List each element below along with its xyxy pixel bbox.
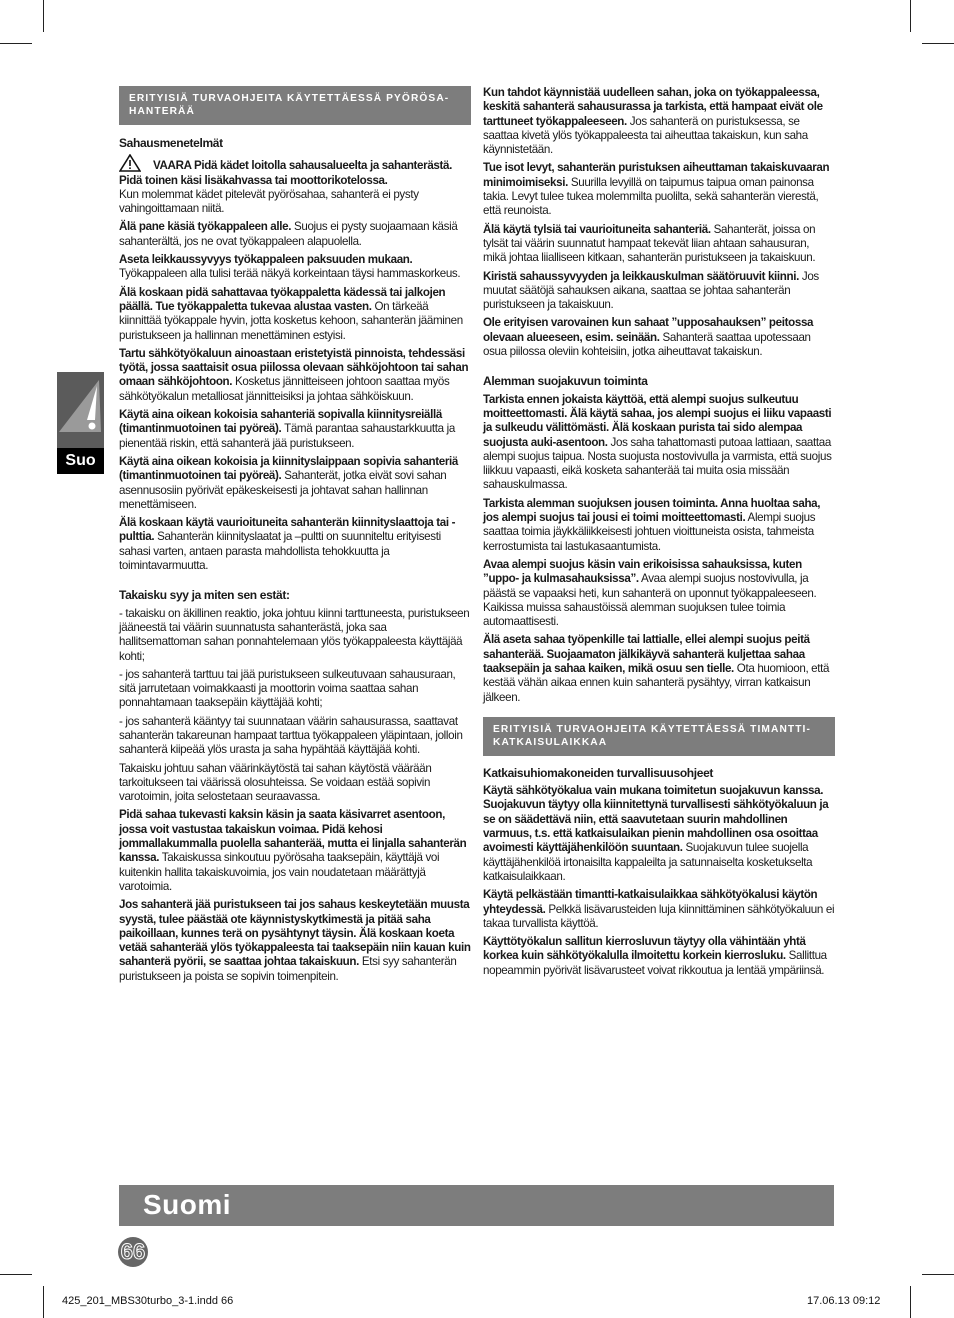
paragraph-text: Alempi suojus saattaa toimia jäykkäliikkeisesti johtuen vioittuneista osista, tahmeista kerrostumista tai lastukasaantumista. [483, 511, 816, 553]
paragraph-text: Etsi syy sahanterän puristukseen ja poista se sopivin toimenpitein. [119, 955, 457, 983]
crop-mark [43, 1286, 44, 1318]
paragraph [483, 935, 835, 978]
crop-mark [0, 43, 32, 44]
warning-triangle-icon [119, 154, 141, 172]
paragraph [483, 223, 835, 266]
paragraph [119, 516, 471, 573]
paragraph-text: Avaa alempi suojus nostovivulla, ja päästä se vapaaksi heti, kun sahanterä on uponnut työkappaleeseen. Kaikissa muissa sahaustöissä alemman suojuksen tulee toimia automaattisesti. [483, 572, 817, 629]
paragraph [483, 633, 835, 704]
paragraph-bold: Aseta leikkaussyvyys työkappaleen paksuuden mukaan. [119, 253, 413, 267]
paragraph-bold: Ole erityisen varovainen kun sahaat ”upposahauksen” peitossa olevaan alueeseen, esim. seinään. [483, 316, 814, 344]
heading-cut-off-safety: Katkaisuhiomakoneiden turvallisuusohjeet [483, 765, 714, 780]
paragraph-bold: Tue isot levyt, sahanterän puristuksen aiheuttaman takaiskuvaaran minimoimiseksi. [483, 161, 830, 189]
right-paragraph-list [483, 86, 835, 359]
paragraph [119, 347, 471, 404]
section-banner-diamond-disc: ERITYISIÄ TURVAOHJEITA KÄYTETTÄESSÄ TIMANTTIKATKAISULAIKKAA [483, 717, 835, 756]
paragraph [483, 558, 835, 629]
crop-mark [922, 43, 954, 44]
left-column [119, 86, 471, 988]
paragraph-bold: Älä pane käsiä työkappaleen alle. [119, 220, 292, 234]
warning-triangle-icon [57, 372, 104, 448]
paragraph-bold: Älä koskaan pidä sahattavaa työkappaletta kädessä tai jalkojen päällä. Tue työkappaletta tukevaa alustaa vasten. [119, 285, 446, 313]
paragraph-text: Jos saha tahattomasti putoaa lattiaan, saattaa alempi suojus taipua. Nosta suojusta nostovivulla ja varmista, että suojus liikkuu vapaasti, eikä kosketa sahanterää tai muita osia missään sahauskulmassa. [483, 435, 832, 492]
paragraph-text: Suojakuvun tulee suojella käyttäjähenkilöä irtonaisilta kappaleilta ja satunnaiselta kosketukselta katkaisulaikkaan. [483, 841, 813, 883]
paragraph [483, 316, 835, 359]
paragraph-bold: Tarkista ennen jokaista käyttöä, että alempi suojus sulkeutuu moitteettomasti. Älä käytä sahaa, jos alempi suojus ei liiku vapaasti ja sulkeudu välittömästi. Älä koskaan purista tai sido alempaa suojusta auki-asentoon. [483, 392, 832, 449]
paragraph-bold: Jos sahanterä jää puristukseen tai jos sahaus keskeytetään muusta syystä, tulee päästää ote käynnistyskytkimestä ja pitää saha paikoillaan, kunnes terä on pysähtynyt täysin. Älä koskaan koeta vetää sahanterää ylös työkappaleesta tai taaksepäin niin kauan kuin sahanterä pyörii, se saattaa johtaa takaiskuun. [119, 898, 471, 969]
paragraph [483, 393, 835, 493]
paragraph-text: Sallittua nopeammin pyörivät lisävarusteet voivat rikkoutua ja lentää ympäriinsä. [483, 949, 827, 977]
paragraph-text: Sahanterät, joissa on tylsät tai väärin suunnatut hampaat tekevät liian ahtaan sahausuran, mikä johtaa liialliseen kitkaan, sahanterän puristukseen ja takaiskuun. [483, 222, 816, 265]
paragraph-text: Sahanterä saattaa upotessaan osua piilossa oleviin kohteisiin, jotka aiheuttavat takaiskun. [483, 330, 811, 359]
paragraph-bold: Käytä pelkästään timantti-katkaisulaikkaa sähkötyökalusi käytön yhteydessä. [483, 888, 818, 916]
paragraph-bold: Tartu sähkötyökaluun ainoastaan eristetyistä pinnoista, tehdessäsi työtä, jossa saattaisit osua piilossa olevaan sähköjohtoon tai sahan omaan sähköjohtoon. [119, 346, 469, 389]
side-tab-label: Suo [57, 448, 104, 474]
kickback-paragraph-list [119, 607, 471, 984]
paragraph-text: - jos sahanterä tarttuu tai jää puristukseen sulkeutuvaan sahausuraan, sitä jarrutetaan voimakkaasti ja moottorin voima saattaa sahan ponnahtamaan taaksepäin käyttäjää kohti; [119, 667, 456, 710]
section-banner-circular-saw: ERITYISIÄ TURVAOHJEITA KÄYTETTÄESSÄ PYÖRÖSAHANTERÄÄ [119, 86, 471, 125]
paragraph-bold: Pidä sahaa tukevasti kaksin käsin ja saata käsivarret asentoon, jossa voit vastustaa takaiskun voimaa. Pidä kehosi jommallakummalla puolella sahanterää, mutta ei linjalla sahanterän kanssa. [119, 808, 467, 865]
paragraph [483, 86, 835, 157]
heading-cutting-procedures: Sahausmenetelmät [119, 136, 223, 150]
heading-lower-guard: Alemman suojakuvun toiminta [483, 374, 648, 389]
paragraph [119, 715, 471, 758]
paragraph [119, 668, 471, 711]
paragraph [483, 270, 835, 313]
crop-mark [43, 0, 44, 32]
page-number: 66 [118, 1237, 148, 1267]
paragraph [119, 408, 471, 451]
paragraph-text: Suurilla levyillä on taipumus taipua oman painonsa takia. Levyt tulee tukea molemmilta puolilta, sekä sahanterän vierestä, että reunoista. [483, 175, 819, 218]
paragraph [119, 898, 471, 984]
paragraph [483, 497, 835, 554]
slug-file-info: 425_201_MBS30turbo_3-1.indd 66 [62, 1295, 234, 1307]
paragraph-text: Tämä parantaa sahaustarkkuutta ja pienentää riskin, että sahanterä jää puristukseen. [119, 422, 455, 450]
guard-paragraph-list [483, 393, 835, 705]
slug-date-info: 17.06.13 09:12 [807, 1295, 881, 1307]
left-paragraph-list [119, 220, 471, 573]
paragraph-bold: Käytä aina oikean kokoisia ja kiinnityslaippaan sopivia sahanteriä (timantinmuotoinen tai pyöreä). [119, 454, 459, 483]
paragraph [119, 607, 471, 664]
paragraph-text: - jos sahanterä kääntyy tai suunnataan väärin sahausurassa, saattavat sahanterän takareunan hampaat tarttua työkappaleen yläpintaan, jolloin sahanterä kiipeää ylös urasta ja saha hypähtää käyttäjää kohti. [119, 714, 463, 757]
paragraph-bold: Älä koskaan käytä vaurioituneita sahanterän kiinnityslaattoja tai -pulttia. [119, 516, 456, 544]
paragraph-bold: Kiristä sahaussyvyyden ja leikkauskulman säätöruuvit kiinni. [483, 269, 800, 283]
paragraph [119, 253, 471, 282]
paragraph-bold: Tarkista alemman suojuksen jousen toiminta. Anna huoltaa saha, jos alempi suojus tai jousi ei toimi moitteettomasti. [483, 496, 821, 525]
paragraph-bold: Älä käytä tylsiä tai vaurioituneita sahanteriä. [483, 222, 711, 236]
paragraph-bold: Käytä aina oikean kokoisia sahanteriä sopivalla kiinnitysreiällä (timantinmuotoinen tai pyöreä). [119, 408, 442, 436]
paragraph-text: Pelkkä lisävarusteiden luja kiinnittäminen sähkötyökaluun ei takaa turvallista käyttöä. [483, 902, 835, 930]
paragraph [119, 286, 471, 343]
paragraph-text: - takaisku on äkillinen reaktio, joka johtuu kiinni tarttuneesta, puristukseen jääneestä tai väärin suunnatusta sahanterästä, joka saa hallitsemattoman sahan ponnahtelemaan ylös työkappaleesta käyttäjää kohti; [119, 606, 470, 663]
warning-bold-text: VAARA Pidä kädet loitolla sahausalueelta ja sahanterästä. Pidä toinen käsi lisäkahvassa tai moottorikotelossa. [119, 159, 452, 187]
paragraph [483, 784, 835, 884]
paragraph [483, 161, 835, 218]
footer-language-title: Suomi [143, 1189, 232, 1220]
cut-paragraph-list [483, 784, 835, 978]
paragraph-text: Takaiskussa sinkoutuu pyörösaha taaksepäin, käyttäjä voi kuitenkin hallita takaiskuvoimia, jos vain noudatetaan määrättyjä varotoimia. [119, 851, 440, 893]
warning-body-text: Kun molemmat kädet pitelevät pyörösahaa, sahanterä ei pysty vahingoittamaan niitä. [119, 187, 419, 216]
paragraph [119, 220, 471, 249]
paragraph-bold: Älä aseta sahaa työpenkille tai lattialle, ellei alempi suojus peitä sahanterää. Suojaamaton jälkikäyvä sahanterä kuljettaa sahaa taaksepäin ja sahaa kaiken, mikä osuu sen tielle. [483, 633, 810, 675]
paragraph [119, 762, 471, 805]
paragraph-bold: Käyttötyökalun sallitun kierrosluvun täytyy olla vähintään yhtä korkea kuin sähkötyökalulla ilmoitettu korkein kierrosluku. [483, 935, 806, 963]
warning-paragraph [119, 154, 471, 216]
paragraph [119, 808, 471, 894]
right-column [483, 86, 835, 982]
paragraph-text: Sahanterän kiinnityslaatat ja –pultti on suunniteltu erityisesti sahasi varten, antaen parasta mahdollista tehokkuutta ja toimintavarmuutta. [119, 530, 441, 573]
crop-mark [922, 1274, 954, 1275]
paragraph-bold: Käytä sähkötyökalua vain mukana toimitetun suojakuvun kanssa. Suojakuvun täytyy olla kiinnitettynä turvallisesti sähkötyökaluun ja se on säädettävä niin, että saavutetaan suurin mahdollinen varmuus, t.s. että katkaisulaikan pienin mahdollinen osa osoittaa avoimesti käyttäjähenkilöön suuntaan. [483, 784, 829, 855]
language-side-tab [57, 372, 104, 474]
paragraph-text: Ota huomioon, että kestää vähän aikaa ennen kuin sahanterä pysähtyy, virran katkaisun jälkeen. [483, 661, 830, 704]
paragraph-text: Jos sahanterä on puristuksessa, se saattaa kivetä ylös työkappaleesta tai aiheuttaa takaiskun, kun saha käynnistetään. [483, 114, 808, 157]
paragraph-text: Sahanterät, jotka eivät sovi sahan asennusosiin pyörivät epäkeskeisesti ja johtavat sahan hallinnan menettämiseen. [119, 469, 447, 511]
paragraph-bold: Avaa alempi suojus käsin vain erikoisissa sahauksissa, kuten ”uppo- ja kulmasahauksissa”. [483, 557, 802, 586]
paragraph-text: Suojus ei pysty suojaamaan käsiä sahanterältä, jos ne ovat työkappaleen alapuolella. [119, 220, 458, 248]
paragraph-text: Kosketus jännitteiseen johtoon saattaa myös sähkötyökalun metalliosat jännitteisiksi ja johtaa sähköiskuun. [119, 375, 450, 403]
crop-mark [910, 1286, 911, 1318]
crop-mark [910, 0, 911, 32]
footer-language-band [119, 1185, 834, 1226]
paragraph-text: Jos muutat säätöjä sahauksen aikana, saattaa se johtaa sahanterän puristukseen ja takaiskuun. [483, 269, 819, 312]
paragraph-text: On tärkeää kiinnittää työkappale hyvin, jotta kosketus kehoon, sahanterän jääminen puristukseen ja hallinnan menettäminen estyisi. [119, 299, 463, 342]
paragraph-text: Takaisku johtuu sahan väärinkäytöstä tai sahan käytöstä väärään tarkoitukseen tai väärissä olosuhteissa. Se voidaan estää sopivin varotoimin, joita selostetaan seuraavassa. [119, 761, 432, 804]
crop-mark [0, 1274, 32, 1275]
paragraph-text: Työkappaleen alla tulisi terää näkyä korkeintaan täysi hammaskorkeus. [119, 267, 461, 281]
paragraph [483, 888, 835, 931]
heading-kickback: Takaisku syy ja miten sen estät: [119, 588, 290, 603]
paragraph-bold: Kun tahdot käynnistää uudelleen sahan, joka on työkappaleessa, keskitä sahanterä sahausurassa ja tarkista, että hampaat eivät ole tarttuneet työkappaleeseen. [483, 86, 823, 128]
paragraph [119, 455, 471, 512]
